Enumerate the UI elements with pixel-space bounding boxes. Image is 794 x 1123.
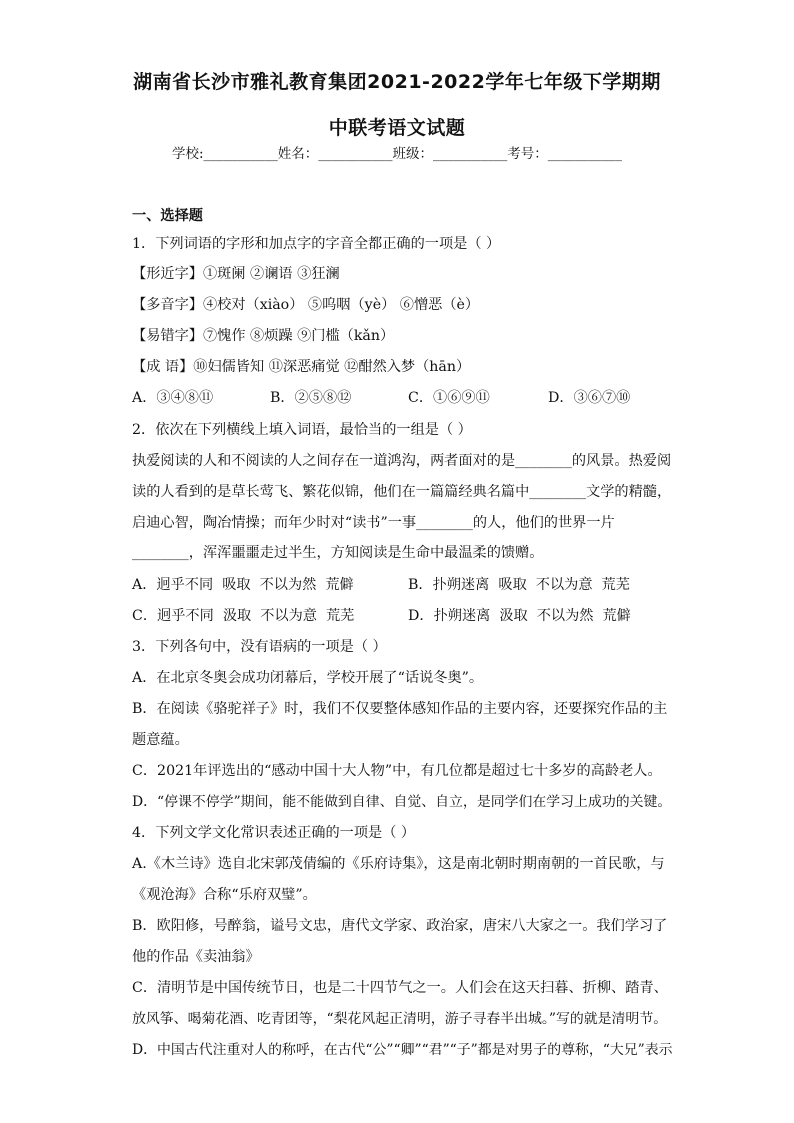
- question-2-passage-line-1: 执爱阅读的人和不阅读的人之间存在一道鸿沟，两者面对的是________的风景。热爱阅: [132, 453, 672, 469]
- question-4-option-b-line-1[interactable]: B．欧阳修，号醉翁，谥号文忠，唐代文学家、政治家，唐宋八大家之一。我们学习了: [132, 918, 668, 934]
- question-2-passage-line-3: 启迪心智，陶冶情操；而年少时对“读书”一事________的人，他们的世界一片: [132, 515, 615, 531]
- question-1-row-3: 【易错字】⑦愧作 ⑧烦躁 ⑨门槛（kǎn）: [132, 328, 395, 344]
- question-2-option-b[interactable]: B．扑朔迷离 吸取 不以为意 荒芜: [408, 577, 630, 593]
- question-1-row-4: 【成 语】⑩妇儒皆知 ⑪深恶痛觉 ⑫酣然入梦（hān）: [132, 359, 471, 375]
- question-2-stem: 2．依次在下列横线上填入词语，最恰当的一组是（ ）: [132, 422, 472, 438]
- question-3-option-b-line-2[interactable]: 题意蕴。: [132, 732, 189, 748]
- question-4-option-d-line-1[interactable]: D．中国古代注重对人的称呼，在古代“公”“卿”“君”“子”都是对男子的尊称，“大兄”表示: [132, 1042, 673, 1058]
- question-4-option-c-line-2[interactable]: 放风筝、喝菊花酒、吃青团等，“梨花风起正清明，游子寻春半出城。”写的就是清明节。: [132, 1011, 668, 1027]
- exam-title-line-2: 中联考语文试题: [328, 117, 466, 139]
- question-2-option-c[interactable]: C．迥乎不同 汲取 不以为意 荒芜: [132, 608, 355, 624]
- question-1-option-d[interactable]: D．③⑥⑦⑩: [548, 390, 631, 406]
- question-3-stem: 3．下列各句中，没有语病的一项是（ ）: [132, 639, 387, 655]
- question-2-passage-line-4: ________，浑浑噩噩走过半生，方知阅读是生命中最温柔的馈赠。: [132, 545, 544, 561]
- question-4-stem: 4．下列文学文化常识表述正确的一项是（ ）: [132, 825, 416, 841]
- question-2-option-d[interactable]: D．扑朔迷离 汲取 不以为然 荒僻: [408, 608, 631, 624]
- question-4-option-a-line-2[interactable]: 《观沧海》合称“乐府双璧”。: [132, 887, 317, 903]
- question-3-option-b-line-1[interactable]: B．在阅读《骆驼祥子》时，我们不仅要整体感知作品的主要内容，还要探究作品的主: [132, 701, 668, 717]
- question-3-option-d[interactable]: D．“停课不停学”期间，能不能做到自律、自觉、自立，是同学们在学习上成功的关键。: [132, 794, 672, 810]
- question-1-row-1: 【形近字】①斑阑 ②谰语 ③狂澜: [132, 266, 340, 282]
- question-2-option-a[interactable]: A．迥乎不同 吸取 不以为然 荒僻: [132, 577, 354, 593]
- question-4-option-c-line-1[interactable]: C．清明节是中国传统节日，也是二十四节气之一。人们会在这天扫暮、折柳、踏青、: [132, 980, 668, 996]
- section-heading: 一、选择题: [132, 208, 203, 224]
- question-1-stem: 1．下列词语的字形和加点字的字音全都正确的一项是（ ）: [132, 236, 501, 252]
- question-3-option-a[interactable]: A．在北京冬奥会成功闭幕后，学校开展了“话说冬奥”。: [132, 670, 484, 686]
- exam-title-line-1: 湖南省长沙市雅礼教育集团2021-2022学年七年级下学期期: [133, 71, 661, 93]
- question-4-option-a-line-1[interactable]: A.《木兰诗》选自北宋郭茂倩编的《乐府诗集》，这是南北朝时期南朝的一首民歌，与: [132, 856, 665, 872]
- student-info-line: 学校:___________姓名：___________班级：___________考号：___________: [171, 146, 623, 162]
- question-4-option-b-line-2[interactable]: 他的作品《卖油翁》: [132, 949, 260, 965]
- question-2-passage-line-2: 读的人看到的是草长莺飞、繁花似锦，他们在一篇篇经典名篇中________文学的精髓，: [132, 484, 672, 500]
- question-1-option-c[interactable]: C．①⑥⑨⑪: [408, 390, 490, 406]
- question-1-row-2: 【多音字】④校对（xiào） ⑤呜咽（yè） ⑥憎恶（è）: [132, 297, 480, 313]
- question-1-option-b[interactable]: B．②⑤⑧⑫: [270, 390, 352, 406]
- question-1-option-a[interactable]: A．③④⑧⑪: [132, 390, 214, 406]
- question-3-option-c[interactable]: C．2021年评选出的“感动中国十大人物”中，有几位都是超过七十多岁的高龄老人。: [132, 763, 662, 779]
